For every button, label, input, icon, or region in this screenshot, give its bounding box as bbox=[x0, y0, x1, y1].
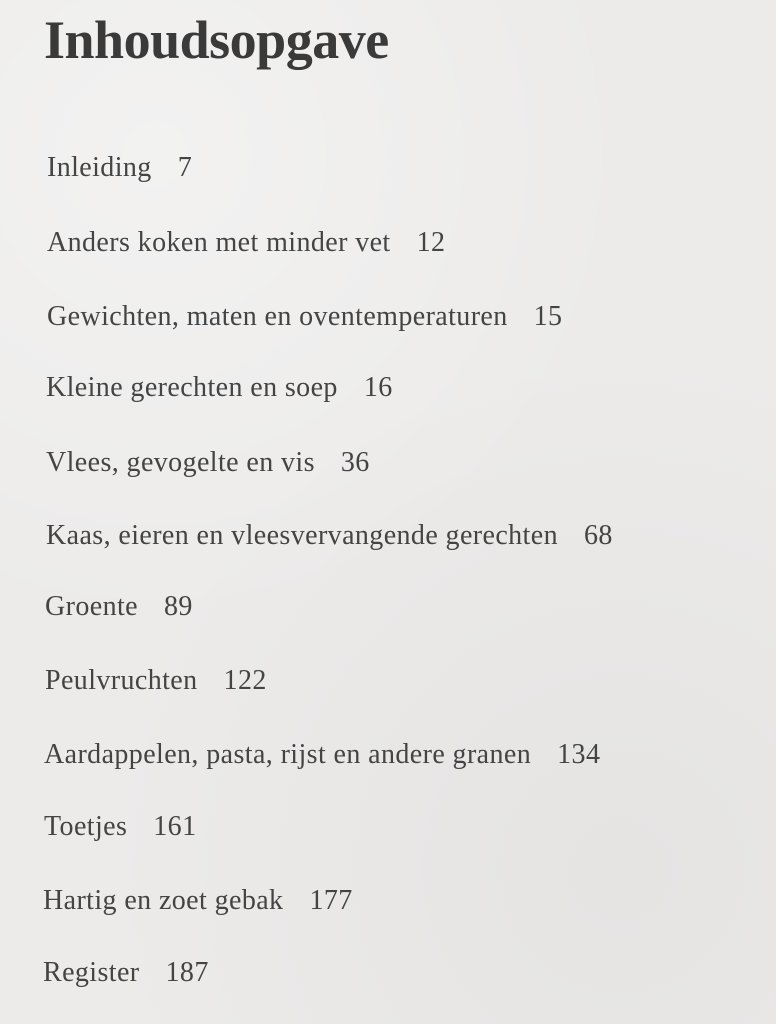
toc-entry-page-number: 7 bbox=[177, 152, 193, 183]
toc-entry bbox=[43, 883, 353, 919]
toc-entry-label: Anders koken met minder vet bbox=[47, 227, 391, 258]
toc-entry bbox=[46, 445, 370, 481]
toc-entry-page-number: 89 bbox=[163, 591, 193, 622]
toc-entry-page-number: 16 bbox=[363, 372, 393, 403]
toc-entry bbox=[47, 299, 562, 335]
toc-entry bbox=[44, 737, 600, 773]
toc-entry bbox=[45, 663, 267, 699]
toc-entry-page-number: 15 bbox=[533, 301, 563, 332]
toc-entry-label: Groente bbox=[45, 591, 138, 622]
page-title: Inhoudsopgave bbox=[44, 10, 389, 70]
toc-entry-page-number: 36 bbox=[340, 447, 370, 478]
toc-entry-label: Gewichten, maten en oventemperaturen bbox=[47, 301, 508, 332]
toc-entry bbox=[47, 150, 192, 186]
toc-entry-page-number: 187 bbox=[165, 957, 209, 988]
toc-entry-label: Peulvruchten bbox=[45, 665, 198, 696]
toc-entry-page-number: 68 bbox=[583, 520, 613, 551]
toc-entry-label: Toetjes bbox=[44, 811, 128, 842]
toc-entry-page-number: 12 bbox=[416, 227, 446, 258]
toc-entry-page-number: 134 bbox=[557, 739, 601, 770]
toc-entry-page-number: 161 bbox=[153, 811, 197, 842]
toc-entry bbox=[47, 225, 445, 261]
toc-entry-label: Register bbox=[43, 957, 140, 988]
toc-entry bbox=[44, 809, 196, 845]
toc-entry bbox=[45, 589, 193, 625]
toc-entry-label: Inleiding bbox=[47, 152, 152, 183]
toc-entry-label: Vlees, gevogelte en vis bbox=[46, 447, 315, 478]
toc-entry-label: Kleine gerechten en soep bbox=[46, 372, 338, 403]
toc-entry-page-number: 122 bbox=[223, 665, 267, 696]
toc-entry bbox=[46, 518, 613, 554]
toc-entry-label: Kaas, eieren en vleesvervangende gerechten bbox=[46, 520, 558, 551]
toc-entry bbox=[43, 955, 209, 991]
toc-entry-label: Hartig en zoet gebak bbox=[43, 885, 284, 916]
toc-entry-label: Aardappelen, pasta, rijst en andere granen bbox=[44, 739, 532, 770]
toc-entry-page-number: 177 bbox=[309, 885, 353, 916]
toc-entry bbox=[46, 370, 393, 406]
